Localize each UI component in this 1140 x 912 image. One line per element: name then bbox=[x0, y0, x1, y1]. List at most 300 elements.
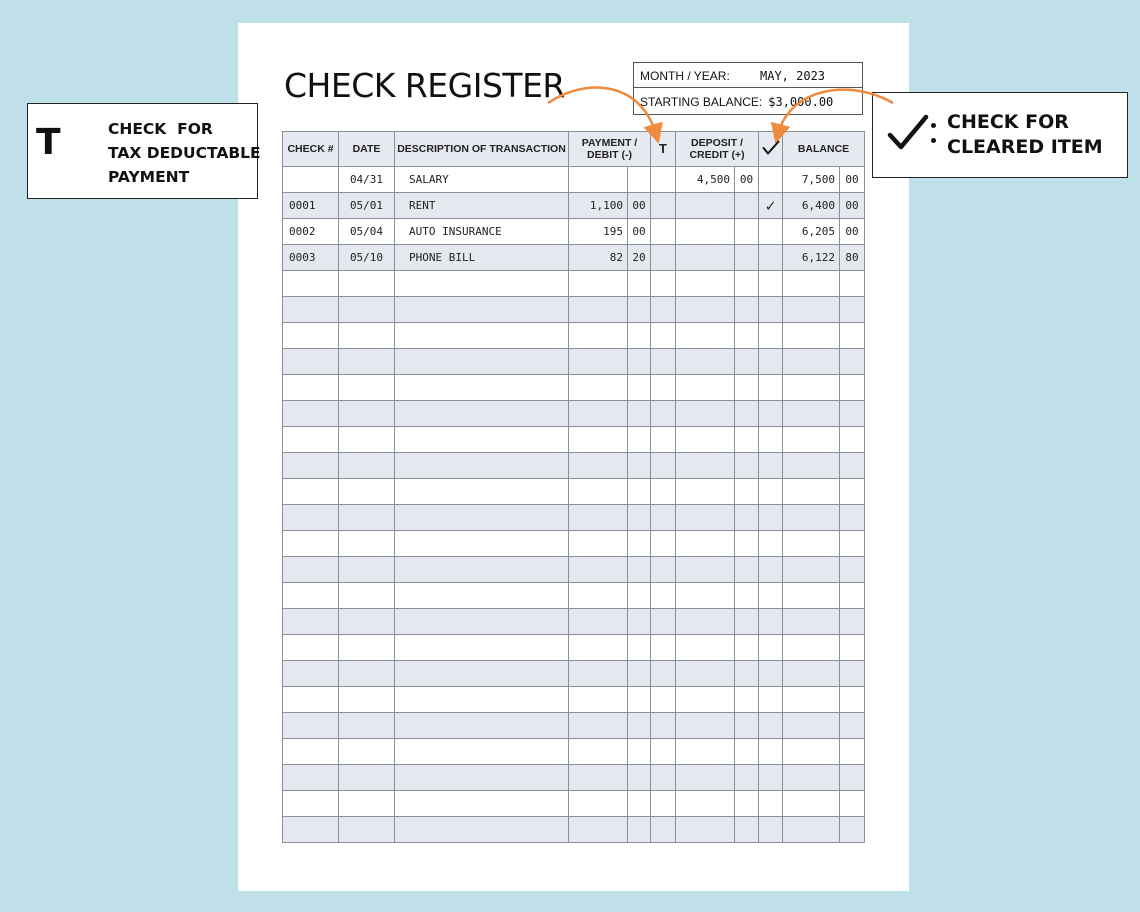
cell-check[interactable] bbox=[283, 297, 339, 323]
checkmark-icon bbox=[762, 140, 780, 156]
cell-pay-c[interactable] bbox=[628, 271, 651, 297]
cell-cleared[interactable] bbox=[759, 739, 783, 765]
cell-bal-c[interactable] bbox=[840, 375, 865, 401]
cell-bal-c[interactable] bbox=[840, 349, 865, 375]
cell-tax[interactable] bbox=[651, 297, 676, 323]
cell-check[interactable] bbox=[283, 167, 339, 193]
table-row bbox=[283, 505, 865, 531]
cell-bal-c[interactable] bbox=[840, 817, 865, 843]
cell-description[interactable] bbox=[395, 297, 569, 323]
cell-bal-c[interactable]: 00 bbox=[840, 167, 865, 193]
cell-bal-d[interactable] bbox=[783, 739, 840, 765]
cell-bal-d[interactable] bbox=[783, 817, 840, 843]
cell-date[interactable] bbox=[339, 453, 395, 479]
cell-description[interactable] bbox=[395, 479, 569, 505]
cell-date[interactable] bbox=[339, 427, 395, 453]
cell-tax[interactable] bbox=[651, 817, 676, 843]
cell-bal-c[interactable] bbox=[840, 479, 865, 505]
cell-description[interactable] bbox=[395, 271, 569, 297]
cell-date[interactable] bbox=[339, 557, 395, 583]
cell-bal-d[interactable] bbox=[783, 713, 840, 739]
cell-pay-c[interactable]: 00 bbox=[628, 219, 651, 245]
cell-bal-d[interactable] bbox=[783, 531, 840, 557]
cell-cleared[interactable] bbox=[759, 583, 783, 609]
cell-date[interactable] bbox=[339, 609, 395, 635]
cell-tax[interactable] bbox=[651, 219, 676, 245]
cell-dep-c[interactable] bbox=[735, 557, 759, 583]
cell-pay-c[interactable]: 20 bbox=[628, 245, 651, 271]
cell-bal-d[interactable] bbox=[783, 661, 840, 687]
cell-pay-c[interactable] bbox=[628, 791, 651, 817]
cell-cleared[interactable] bbox=[759, 713, 783, 739]
col-description: DESCRIPTION OF TRANSACTION bbox=[395, 132, 569, 167]
cell-bal-d[interactable] bbox=[783, 791, 840, 817]
cell-tax[interactable] bbox=[651, 271, 676, 297]
cell-check[interactable] bbox=[283, 401, 339, 427]
cell-pay-d[interactable]: 195 bbox=[569, 219, 628, 245]
cell-dep-d[interactable] bbox=[676, 271, 735, 297]
cell-check[interactable]: 0002 bbox=[283, 219, 339, 245]
cell-dep-c[interactable] bbox=[735, 583, 759, 609]
cell-dep-c[interactable]: 00 bbox=[735, 167, 759, 193]
cell-bal-d[interactable] bbox=[783, 765, 840, 791]
cell-bal-c[interactable] bbox=[840, 427, 865, 453]
cell-dep-c[interactable] bbox=[735, 453, 759, 479]
cell-check[interactable] bbox=[283, 323, 339, 349]
cell-bal-d[interactable]: 6,122 bbox=[783, 245, 840, 271]
cell-date[interactable]: 04/31 bbox=[339, 167, 395, 193]
cell-bal-c[interactable] bbox=[840, 531, 865, 557]
cell-pay-d[interactable] bbox=[569, 297, 628, 323]
cell-dep-d[interactable] bbox=[676, 427, 735, 453]
cell-check[interactable] bbox=[283, 375, 339, 401]
cell-bal-d[interactable] bbox=[783, 297, 840, 323]
cell-pay-d[interactable] bbox=[569, 427, 628, 453]
cell-bal-d[interactable] bbox=[783, 583, 840, 609]
cell-pay-c[interactable] bbox=[628, 817, 651, 843]
cell-dep-d[interactable] bbox=[676, 297, 735, 323]
cell-description[interactable] bbox=[395, 791, 569, 817]
cell-tax[interactable] bbox=[651, 167, 676, 193]
cell-date[interactable] bbox=[339, 505, 395, 531]
cell-pay-c[interactable] bbox=[628, 323, 651, 349]
starting-balance-value[interactable]: $3,000.00 bbox=[768, 95, 834, 109]
cell-dep-d[interactable] bbox=[676, 687, 735, 713]
cell-dep-c[interactable] bbox=[735, 401, 759, 427]
cell-pay-c[interactable] bbox=[628, 635, 651, 661]
cell-pay-c[interactable] bbox=[628, 713, 651, 739]
cell-check[interactable] bbox=[283, 765, 339, 791]
cell-date[interactable]: 05/01 bbox=[339, 193, 395, 219]
cell-check[interactable] bbox=[283, 687, 339, 713]
cell-description[interactable] bbox=[395, 583, 569, 609]
cell-bal-c[interactable] bbox=[840, 791, 865, 817]
cell-bal-d[interactable] bbox=[783, 401, 840, 427]
cell-pay-c[interactable] bbox=[628, 765, 651, 791]
cell-tax[interactable] bbox=[651, 193, 676, 219]
cell-bal-d[interactable]: 7,500 bbox=[783, 167, 840, 193]
cell-cleared[interactable] bbox=[759, 349, 783, 375]
cell-dep-d[interactable] bbox=[676, 453, 735, 479]
cell-cleared[interactable] bbox=[759, 505, 783, 531]
cell-tax[interactable] bbox=[651, 479, 676, 505]
cell-date[interactable] bbox=[339, 479, 395, 505]
cell-pay-c[interactable] bbox=[628, 297, 651, 323]
cell-pay-d[interactable] bbox=[569, 167, 628, 193]
cell-cleared[interactable]: ✓ bbox=[759, 193, 783, 219]
cell-dep-d[interactable] bbox=[676, 323, 735, 349]
cell-bal-c[interactable] bbox=[840, 557, 865, 583]
cell-bal-d[interactable] bbox=[783, 271, 840, 297]
cell-description[interactable] bbox=[395, 401, 569, 427]
cell-check[interactable] bbox=[283, 349, 339, 375]
checkmark-icon bbox=[887, 113, 929, 153]
cell-bal-d[interactable] bbox=[783, 375, 840, 401]
cell-pay-d[interactable] bbox=[569, 401, 628, 427]
cell-dep-c[interactable] bbox=[735, 817, 759, 843]
cell-tax[interactable] bbox=[651, 661, 676, 687]
cell-bal-d[interactable] bbox=[783, 349, 840, 375]
cell-bal-d[interactable] bbox=[783, 635, 840, 661]
cell-check[interactable] bbox=[283, 505, 339, 531]
cell-pay-c[interactable] bbox=[628, 505, 651, 531]
cell-bal-d[interactable] bbox=[783, 609, 840, 635]
cell-tax[interactable] bbox=[651, 713, 676, 739]
cell-pay-d[interactable] bbox=[569, 479, 628, 505]
cell-tax[interactable] bbox=[651, 583, 676, 609]
cell-pay-c[interactable] bbox=[628, 401, 651, 427]
cell-tax[interactable] bbox=[651, 323, 676, 349]
cell-bal-d[interactable]: 6,205 bbox=[783, 219, 840, 245]
cell-pay-d[interactable] bbox=[569, 791, 628, 817]
cell-date[interactable] bbox=[339, 661, 395, 687]
cell-date[interactable]: 05/10 bbox=[339, 245, 395, 271]
cell-date[interactable] bbox=[339, 713, 395, 739]
cell-tax[interactable] bbox=[651, 609, 676, 635]
cell-description[interactable] bbox=[395, 635, 569, 661]
cell-tax[interactable] bbox=[651, 349, 676, 375]
cell-pay-d[interactable] bbox=[569, 323, 628, 349]
cell-pay-d[interactable] bbox=[569, 505, 628, 531]
cell-description[interactable] bbox=[395, 323, 569, 349]
cell-bal-c[interactable] bbox=[840, 297, 865, 323]
cell-description[interactable]: AUTO INSURANCE bbox=[395, 219, 569, 245]
cell-pay-d[interactable] bbox=[569, 687, 628, 713]
cell-description[interactable] bbox=[395, 609, 569, 635]
cell-dep-c[interactable] bbox=[735, 271, 759, 297]
cell-pay-d[interactable] bbox=[569, 349, 628, 375]
cell-bal-c[interactable] bbox=[840, 453, 865, 479]
cell-dep-d[interactable] bbox=[676, 713, 735, 739]
cell-tax[interactable] bbox=[651, 505, 676, 531]
cell-tax[interactable] bbox=[651, 687, 676, 713]
cell-date[interactable] bbox=[339, 271, 395, 297]
cell-description[interactable] bbox=[395, 687, 569, 713]
cell-bal-d[interactable] bbox=[783, 453, 840, 479]
cell-cleared[interactable] bbox=[759, 453, 783, 479]
cell-bal-c[interactable] bbox=[840, 661, 865, 687]
cell-dep-d[interactable] bbox=[676, 505, 735, 531]
cell-bal-c[interactable]: 00 bbox=[840, 193, 865, 219]
cell-bal-c[interactable] bbox=[840, 739, 865, 765]
cell-date[interactable] bbox=[339, 531, 395, 557]
cell-dep-d[interactable] bbox=[676, 791, 735, 817]
cell-cleared[interactable] bbox=[759, 167, 783, 193]
cell-pay-c[interactable] bbox=[628, 661, 651, 687]
cell-cleared[interactable] bbox=[759, 479, 783, 505]
cell-dep-d[interactable] bbox=[676, 219, 735, 245]
cell-bal-c[interactable] bbox=[840, 687, 865, 713]
cell-date[interactable] bbox=[339, 765, 395, 791]
cell-bal-c[interactable] bbox=[840, 271, 865, 297]
cell-pay-d[interactable] bbox=[569, 271, 628, 297]
cell-description[interactable] bbox=[395, 375, 569, 401]
cell-dep-d[interactable] bbox=[676, 635, 735, 661]
cell-check[interactable] bbox=[283, 271, 339, 297]
cell-description[interactable] bbox=[395, 557, 569, 583]
cell-date[interactable] bbox=[339, 297, 395, 323]
cell-bal-d[interactable] bbox=[783, 427, 840, 453]
cell-tax[interactable] bbox=[651, 427, 676, 453]
cell-bal-c[interactable] bbox=[840, 635, 865, 661]
cell-tax[interactable] bbox=[651, 791, 676, 817]
cell-dep-c[interactable] bbox=[735, 505, 759, 531]
cell-check[interactable] bbox=[283, 609, 339, 635]
cell-description[interactable] bbox=[395, 505, 569, 531]
cell-bal-d[interactable] bbox=[783, 557, 840, 583]
cell-cleared[interactable] bbox=[759, 609, 783, 635]
cell-check[interactable] bbox=[283, 739, 339, 765]
cell-check[interactable]: 0001 bbox=[283, 193, 339, 219]
cell-description[interactable] bbox=[395, 739, 569, 765]
cell-pay-c[interactable] bbox=[628, 687, 651, 713]
cell-description[interactable] bbox=[395, 453, 569, 479]
cell-dep-c[interactable] bbox=[735, 609, 759, 635]
cell-bal-d[interactable] bbox=[783, 479, 840, 505]
cell-pay-d[interactable] bbox=[569, 817, 628, 843]
cell-description[interactable] bbox=[395, 713, 569, 739]
cell-check[interactable] bbox=[283, 661, 339, 687]
cell-check[interactable] bbox=[283, 453, 339, 479]
cell-cleared[interactable] bbox=[759, 427, 783, 453]
cell-pay-d[interactable] bbox=[569, 375, 628, 401]
cell-date[interactable] bbox=[339, 739, 395, 765]
cell-dep-d[interactable] bbox=[676, 765, 735, 791]
cell-pay-d[interactable] bbox=[569, 661, 628, 687]
cell-description[interactable] bbox=[395, 661, 569, 687]
cell-date[interactable] bbox=[339, 817, 395, 843]
cell-cleared[interactable] bbox=[759, 245, 783, 271]
cell-dep-d[interactable]: 4,500 bbox=[676, 167, 735, 193]
cell-date[interactable] bbox=[339, 583, 395, 609]
cell-dep-d[interactable] bbox=[676, 375, 735, 401]
cell-check[interactable] bbox=[283, 557, 339, 583]
cell-pay-c[interactable]: 00 bbox=[628, 193, 651, 219]
cell-cleared[interactable] bbox=[759, 531, 783, 557]
cell-pay-c[interactable] bbox=[628, 531, 651, 557]
cell-dep-d[interactable] bbox=[676, 245, 735, 271]
cell-dep-d[interactable] bbox=[676, 401, 735, 427]
cell-pay-c[interactable] bbox=[628, 739, 651, 765]
month-year-label: MONTH / YEAR: bbox=[640, 68, 730, 83]
table-row bbox=[283, 531, 865, 557]
col-tax: T bbox=[651, 132, 676, 167]
cell-bal-d[interactable]: 6,400 bbox=[783, 193, 840, 219]
cell-check[interactable] bbox=[283, 713, 339, 739]
cell-cleared[interactable] bbox=[759, 687, 783, 713]
cell-pay-d[interactable] bbox=[569, 583, 628, 609]
cell-cleared[interactable] bbox=[759, 661, 783, 687]
cell-dep-d[interactable] bbox=[676, 739, 735, 765]
cell-dep-c[interactable] bbox=[735, 219, 759, 245]
table-row bbox=[283, 271, 865, 297]
cell-check[interactable] bbox=[283, 583, 339, 609]
cell-description[interactable] bbox=[395, 531, 569, 557]
cell-bal-d[interactable] bbox=[783, 687, 840, 713]
cell-check[interactable] bbox=[283, 635, 339, 661]
cell-pay-c[interactable] bbox=[628, 167, 651, 193]
cell-date[interactable] bbox=[339, 375, 395, 401]
cell-bal-c[interactable] bbox=[840, 765, 865, 791]
cell-check[interactable] bbox=[283, 479, 339, 505]
cell-tax[interactable] bbox=[651, 453, 676, 479]
cell-dep-c[interactable] bbox=[735, 323, 759, 349]
table-row bbox=[283, 401, 865, 427]
cell-check[interactable] bbox=[283, 531, 339, 557]
cell-tax[interactable] bbox=[651, 375, 676, 401]
cell-cleared[interactable] bbox=[759, 271, 783, 297]
cell-pay-d[interactable]: 82 bbox=[569, 245, 628, 271]
cell-date[interactable] bbox=[339, 349, 395, 375]
cell-dep-c[interactable] bbox=[735, 661, 759, 687]
cell-dep-c[interactable] bbox=[735, 791, 759, 817]
cell-cleared[interactable] bbox=[759, 297, 783, 323]
cell-cleared[interactable] bbox=[759, 323, 783, 349]
cell-date[interactable]: 05/04 bbox=[339, 219, 395, 245]
month-year-value[interactable]: MAY, 2023 bbox=[760, 68, 826, 83]
cell-check[interactable] bbox=[283, 427, 339, 453]
cell-bal-d[interactable] bbox=[783, 323, 840, 349]
cell-pay-c[interactable] bbox=[628, 427, 651, 453]
cell-bal-c[interactable] bbox=[840, 505, 865, 531]
cell-pay-c[interactable] bbox=[628, 453, 651, 479]
cell-pay-d[interactable] bbox=[569, 609, 628, 635]
cell-dep-c[interactable] bbox=[735, 349, 759, 375]
cell-check[interactable] bbox=[283, 791, 339, 817]
cell-cleared[interactable] bbox=[759, 765, 783, 791]
cell-check[interactable] bbox=[283, 817, 339, 843]
cell-tax[interactable] bbox=[651, 401, 676, 427]
cell-cleared[interactable] bbox=[759, 219, 783, 245]
cell-dep-c[interactable] bbox=[735, 297, 759, 323]
cell-bal-c[interactable] bbox=[840, 401, 865, 427]
cell-dep-c[interactable] bbox=[735, 427, 759, 453]
cell-tax[interactable] bbox=[651, 765, 676, 791]
cell-bal-c[interactable] bbox=[840, 583, 865, 609]
cell-check[interactable]: 0003 bbox=[283, 245, 339, 271]
cell-dep-c[interactable] bbox=[735, 479, 759, 505]
cell-dep-d[interactable] bbox=[676, 661, 735, 687]
cell-dep-d[interactable] bbox=[676, 193, 735, 219]
cell-description[interactable] bbox=[395, 427, 569, 453]
cell-description[interactable] bbox=[395, 817, 569, 843]
cell-cleared[interactable] bbox=[759, 817, 783, 843]
cell-bal-c[interactable]: 00 bbox=[840, 219, 865, 245]
cell-pay-d[interactable] bbox=[569, 713, 628, 739]
cell-tax[interactable] bbox=[651, 739, 676, 765]
cell-bal-c[interactable] bbox=[840, 713, 865, 739]
cell-dep-c[interactable] bbox=[735, 739, 759, 765]
cell-cleared[interactable] bbox=[759, 557, 783, 583]
cell-dep-d[interactable] bbox=[676, 531, 735, 557]
cell-pay-d[interactable] bbox=[569, 765, 628, 791]
cell-dep-c[interactable] bbox=[735, 245, 759, 271]
cell-description[interactable] bbox=[395, 349, 569, 375]
cell-date[interactable] bbox=[339, 687, 395, 713]
cell-pay-d[interactable] bbox=[569, 557, 628, 583]
cell-date[interactable] bbox=[339, 791, 395, 817]
cell-description[interactable]: SALARY bbox=[395, 167, 569, 193]
cell-tax[interactable] bbox=[651, 531, 676, 557]
cell-pay-c[interactable] bbox=[628, 609, 651, 635]
cell-dep-d[interactable] bbox=[676, 479, 735, 505]
cell-dep-d[interactable] bbox=[676, 557, 735, 583]
cell-pay-d[interactable] bbox=[569, 453, 628, 479]
cell-dep-c[interactable] bbox=[735, 193, 759, 219]
cell-tax[interactable] bbox=[651, 557, 676, 583]
cell-dep-c[interactable] bbox=[735, 713, 759, 739]
cell-dep-c[interactable] bbox=[735, 687, 759, 713]
cell-tax[interactable] bbox=[651, 635, 676, 661]
cell-pay-c[interactable] bbox=[628, 583, 651, 609]
cell-dep-c[interactable] bbox=[735, 635, 759, 661]
register-body bbox=[283, 167, 865, 843]
tax-callout-text: CHECK FOR TAX DEDUCTABLE PAYMENT bbox=[108, 120, 261, 186]
cell-pay-d[interactable] bbox=[569, 531, 628, 557]
cell-bal-c[interactable] bbox=[840, 609, 865, 635]
cell-cleared[interactable] bbox=[759, 375, 783, 401]
cell-dep-d[interactable] bbox=[676, 583, 735, 609]
cell-date[interactable] bbox=[339, 401, 395, 427]
cell-description[interactable]: RENT bbox=[395, 193, 569, 219]
cell-dep-d[interactable] bbox=[676, 609, 735, 635]
cell-bal-c[interactable] bbox=[840, 323, 865, 349]
cell-pay-c[interactable] bbox=[628, 375, 651, 401]
col-cleared bbox=[759, 132, 783, 167]
cell-bal-d[interactable] bbox=[783, 505, 840, 531]
cell-pay-d[interactable]: 1,100 bbox=[569, 193, 628, 219]
cell-pay-c[interactable] bbox=[628, 349, 651, 375]
cell-description[interactable] bbox=[395, 765, 569, 791]
cell-pay-d[interactable] bbox=[569, 635, 628, 661]
cell-dep-d[interactable] bbox=[676, 349, 735, 375]
cell-date[interactable] bbox=[339, 635, 395, 661]
cell-bal-c[interactable]: 80 bbox=[840, 245, 865, 271]
cell-cleared[interactable] bbox=[759, 791, 783, 817]
cell-dep-d[interactable] bbox=[676, 817, 735, 843]
cell-dep-c[interactable] bbox=[735, 531, 759, 557]
cell-tax[interactable] bbox=[651, 245, 676, 271]
cell-description[interactable]: PHONE BILL bbox=[395, 245, 569, 271]
cell-cleared[interactable] bbox=[759, 401, 783, 427]
cell-date[interactable] bbox=[339, 323, 395, 349]
cell-pay-c[interactable] bbox=[628, 557, 651, 583]
cell-pay-c[interactable] bbox=[628, 479, 651, 505]
cell-dep-c[interactable] bbox=[735, 765, 759, 791]
cell-pay-d[interactable] bbox=[569, 739, 628, 765]
cell-dep-c[interactable] bbox=[735, 375, 759, 401]
cell-cleared[interactable] bbox=[759, 635, 783, 661]
